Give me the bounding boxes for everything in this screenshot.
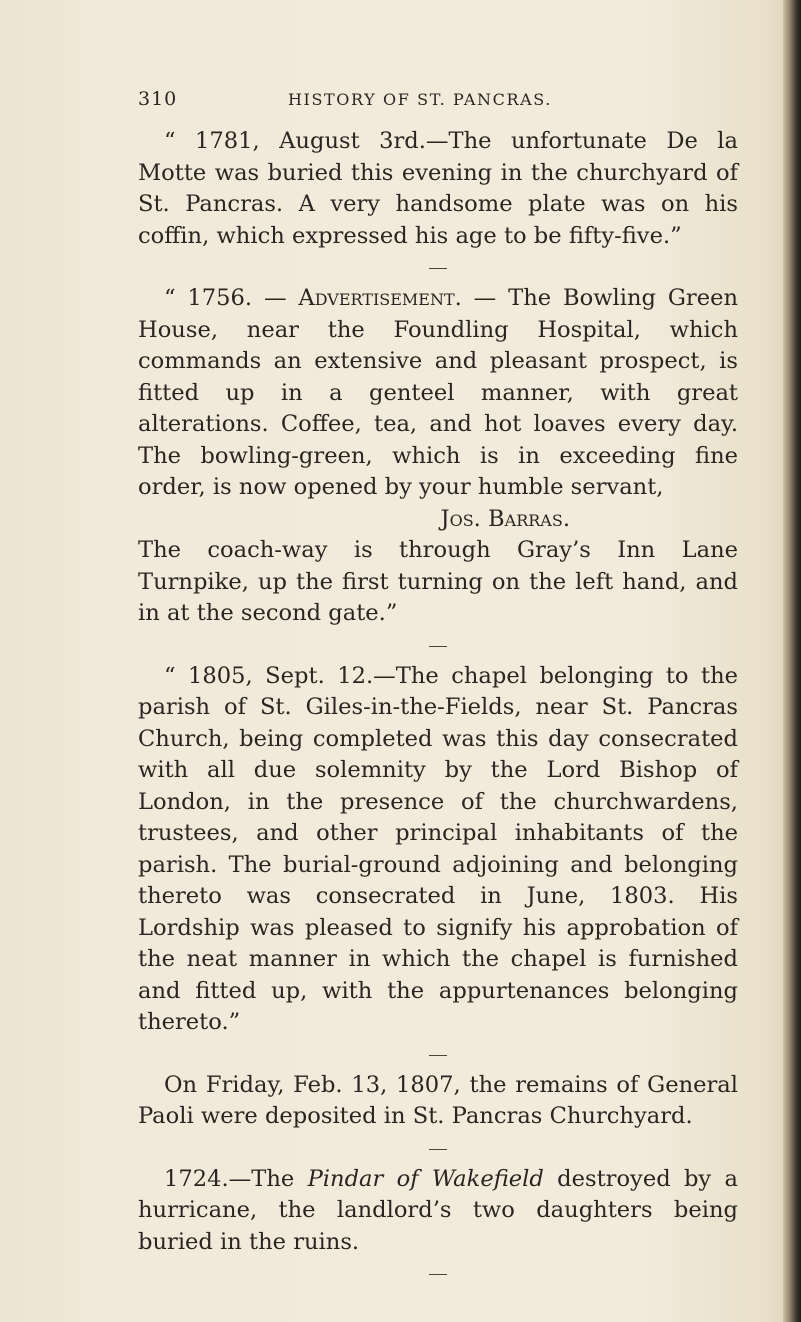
separator-rule (429, 646, 447, 647)
separator-rule (429, 1274, 447, 1275)
separator-rule (429, 1055, 447, 1056)
page-header (138, 88, 738, 118)
page-number: 310 (138, 88, 178, 110)
entry-1805: “ 1805, Sept. 12.—The chapel belonging to the parish of St. Giles-in-the-Fields, near St. Pancras Church, being completed was this day consecrated with all due solemnity by the Lord Bishop of London, in the presence of the churchwardens, trustees, and other principal inhabitants of the parish. The burial-ground adjoining and belonging thereto was consecrated in June, 1803. His Lordship was pleased to signify his approbation of the neat manner in which the chapel is furnished and fitted up, with the appurtenances belonging thereto.” (138, 662, 738, 1035)
separator-rule (429, 1149, 447, 1150)
entry-1756-heading: Advertisement. (298, 285, 462, 311)
entry-1756-signature: Jos. Barras. (440, 505, 570, 532)
entry-1756-date: “ 1756. — (164, 285, 299, 311)
book-binding-edge (783, 0, 801, 1322)
entry-1756-body: — The Bowling Green House, near the Foundling Hospital, which commands an extensive and pleasant prospect, is fitted up in a genteel manner, with great alterations. Coffee, tea, and hot loaves every day. The bowling-green, which is in exceeding fine order, is now opened by your humble servant, (138, 285, 739, 500)
separator-rule (429, 268, 447, 269)
page-body (138, 126, 738, 1289)
entry-1724-title: Pindar of Wakefield (307, 1165, 544, 1192)
entry-1724-body: destroyed by a hurricane, the landlord’s two daughters being buried in the ruins. (138, 1165, 738, 1255)
running-head: HISTORY OF ST. PANCRAS. (288, 90, 552, 109)
entry-1724-date: 1724.—The (164, 1165, 308, 1192)
entry-1756-postscript: The coach-way is through Gray’s Inn Lane Turnpike, up the first turning on the left hand, and in at the second gate.” (138, 537, 738, 626)
entry-1756 (138, 283, 738, 504)
entry-1807: On Friday, Feb. 13, 1807, the remains of General Paoli were deposited in St. Pancras Churchyard. (138, 1071, 738, 1129)
entry-1724 (138, 1164, 738, 1259)
entry-1781: “ 1781, August 3rd.—The unfortunate De la Motte was buried this evening in the churchyard of St. Pancras. A very handsome plate was on his coffin, which expressed his age to be fifty-five.” (138, 128, 738, 249)
